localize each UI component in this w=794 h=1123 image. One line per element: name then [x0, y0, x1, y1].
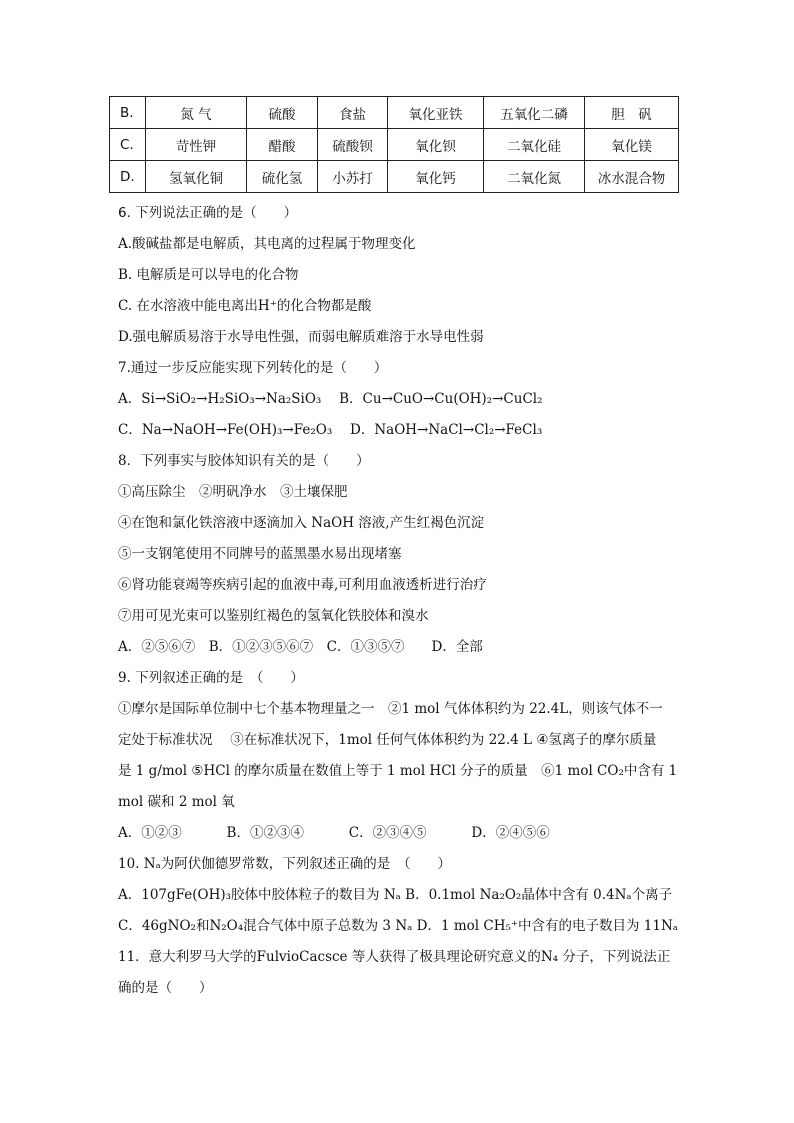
question-9-line-1: ①摩尔是国际单位制中七个基本物理量之一 ②1 mol 气体体积约为 22.4L，则该气体不一 — [118, 701, 663, 717]
question-6-option-a: A.酸碱盐都是电解质，其电离的过程属于物理变化 — [118, 236, 416, 252]
question-list — [118, 198, 688, 1004]
question-9-line-2: 定处于标准状况 ③在标准状况下，1mol 任何气体体积约为 22.4 L ④氢离子的摩尔质量 — [118, 732, 657, 748]
table-cell: 五氧化二磷 — [484, 97, 585, 129]
question-8-item-5: ⑤一支钢笔使用不同牌号的蓝黑墨水易出现堵塞 — [118, 546, 402, 562]
question-11-line-1: 11．意大利罗马大学的FulvioCacsce 等人获得了极具理论研究意义的N₄ 分子，下列说法正 — [118, 949, 671, 965]
row-label: D. — [110, 161, 146, 193]
table-cell: 食盐 — [318, 97, 388, 129]
question-9-options: A．①②③ B．①②③④ C．②③④⑤ D．②④⑤⑥ — [118, 825, 550, 841]
question-9-line-4: mol 碳和 2 mol 氧 — [118, 794, 235, 810]
question-8-item-6: ⑥肾功能衰竭等疾病引起的血液中毒,可利用血液透析进行治疗 — [118, 577, 487, 593]
table-cell: 氧化镁 — [585, 129, 679, 161]
table-cell: 苛性钾 — [146, 129, 247, 161]
table-cell: 硫化氢 — [247, 161, 318, 193]
question-6-option-d: D.强电解质易溶于水导电性强，而弱电解质难溶于水导电性弱 — [118, 329, 484, 345]
table-cell: 氢氧化铜 — [146, 161, 247, 193]
table-cell: 氧化钙 — [388, 161, 484, 193]
table-cell: 硫酸 — [247, 97, 318, 129]
question-8-options: A．②⑤⑥⑦ B．①②③⑤⑥⑦ C．①③⑤⑦ D．全部 — [118, 639, 483, 655]
question-7-stem: 7.通过一步反应能实现下列转化的是（ ） — [118, 360, 388, 376]
table-row — [110, 161, 679, 193]
question-7-options-cd: C．Na→NaOH→Fe(OH)₃→Fe₂O₃ D．NaOH→NaCl→Cl₂→FeCl₃ — [118, 422, 543, 438]
table-cell: 二氧化氮 — [484, 161, 585, 193]
table-cell: 小苏打 — [318, 161, 388, 193]
row-label: B. — [110, 97, 146, 129]
question-9-stem: 9. 下列叙述正确的是 （ ） — [118, 670, 304, 686]
question-8-items-123: ①高压除尘 ②明矾净水 ③土壤保肥 — [118, 484, 348, 500]
classification-table — [109, 96, 679, 193]
question-10-options-ab: A．107gFe(OH)₃胶体中胶体粒子的数目为 Nₐ B．0.1mol Na₂O₂晶体中含有 0.4Nₐ个离子 — [118, 887, 673, 903]
question-11-line-2: 确的是（ ） — [118, 980, 213, 996]
table-cell: 醋酸 — [247, 129, 318, 161]
row-label: C. — [110, 129, 146, 161]
question-10-stem: 10. Nₐ为阿伏伽德罗常数，下列叙述正确的是 （ ） — [118, 856, 452, 872]
table-cell: 氮 气 — [146, 97, 247, 129]
table-cell: 二氧化硅 — [484, 129, 585, 161]
table-cell: 硫酸钡 — [318, 129, 388, 161]
question-9-line-3: 是 1 g/mol ⑤HCl 的摩尔质量在数值上等于 1 mol HCl 分子的质量 ⑥1 mol CO₂中含有 1 — [118, 763, 678, 779]
table-row — [110, 129, 679, 161]
table-cell: 氧化钡 — [388, 129, 484, 161]
question-10-options-cd: C．46gNO₂和N₂O₄混合气体中原子总数为 3 Nₐ D．1 mol CH₅⁺中含有的电子数目为 11Nₐ — [118, 918, 678, 934]
question-8-item-4: ④在饱和氯化铁溶液中逐滴加入 NaOH 溶液,产生红褐色沉淀 — [118, 515, 485, 531]
table-cell: 冰水混合物 — [585, 161, 679, 193]
question-6-option-c: C. 在水溶液中能电离出H⁺的化合物都是酸 — [118, 298, 372, 314]
question-6-stem: 6. 下列说法正确的是（ ） — [118, 205, 298, 221]
question-6-option-b: B. 电解质是可以导电的化合物 — [118, 267, 299, 283]
table-cell: 氧化亚铁 — [388, 97, 484, 129]
table-cell: 胆 矾 — [585, 97, 679, 129]
question-8-stem: 8．下列事实与胶体知识有关的是（ ） — [118, 453, 370, 469]
question-7-options-ab: A．Si→SiO₂→H₂SiO₃→Na₂SiO₃ B．Cu→CuO→Cu(OH)₂→CuCl₂ — [118, 391, 543, 407]
table-row — [110, 97, 679, 129]
question-8-item-7: ⑦用可见光束可以鉴别红褐色的氢氧化铁胶体和溴水 — [118, 608, 429, 624]
